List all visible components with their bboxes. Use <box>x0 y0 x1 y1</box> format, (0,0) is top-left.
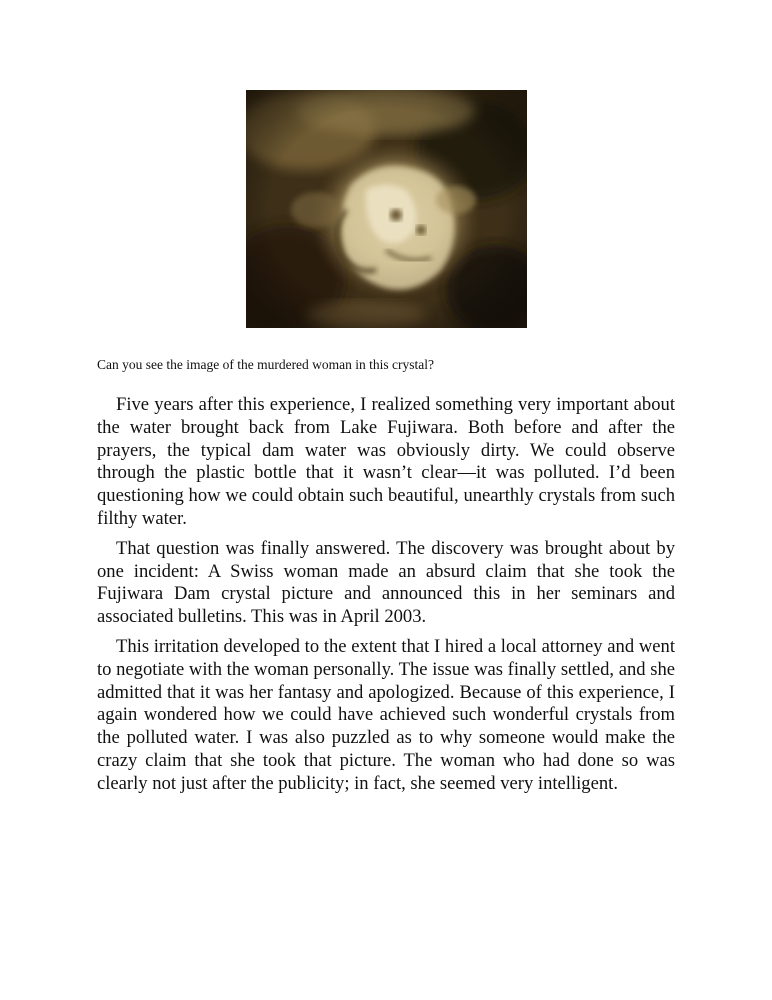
body-text <box>97 394 675 803</box>
paragraph: This irritation developed to the extent that I hired a local attorney and went to negotiate with the woman personally. The issue was finally settled, and she admitted that it was her fantasy and apologized. Because of this experience, I again wondered how we could have achieved such wonderful crystals from the polluted water. I was also puzzled as to why someone would make the crazy claim that she took that picture. The woman who had done so was clearly not just after the publicity; in fact, she seemed very intelligent. <box>97 635 675 794</box>
crystal-photo <box>246 90 527 328</box>
paragraph: That question was finally answered. The discovery was brought about by one incident: A Swiss woman made an absurd claim that she took the Fujiwara Dam crystal picture and announced this in her seminars and associated bulletins. This was in April 2003. <box>97 537 675 628</box>
paragraph: Five years after this experience, I realized something very important about the water brought back from Lake Fujiwara. Both before and after the prayers, the typical dam water was obviously dirty. We could observe through the plastic bottle that it wasn’t clear—it was polluted. I’d been questioning how we could obtain such beautiful, unearthly crystals from such filthy water. <box>97 394 675 529</box>
figure-caption: Can you see the image of the murdered woman in this crystal? <box>97 357 435 372</box>
